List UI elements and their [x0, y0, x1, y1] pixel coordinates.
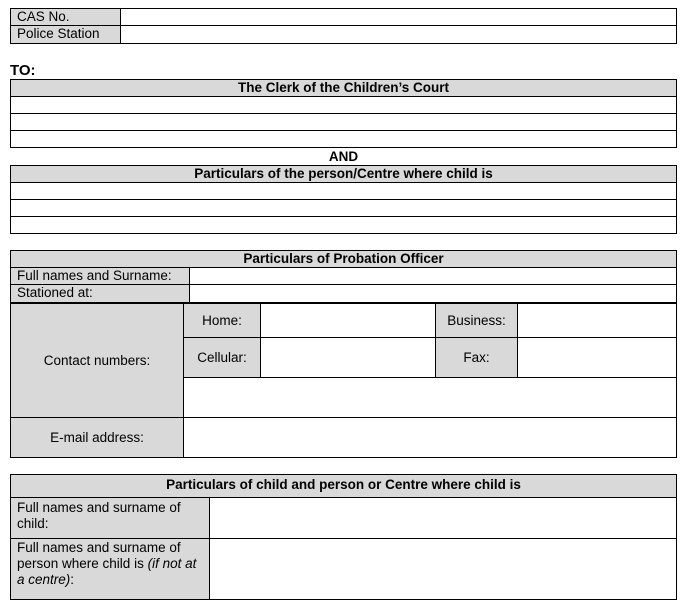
person-name-label-main: Full names and surname of person where child is — [17, 540, 181, 571]
stationed-at-label: Stationed at: — [17, 285, 93, 300]
fax-number-field[interactable] — [517, 337, 677, 378]
contact-numbers-label-cell — [10, 302, 184, 418]
police-station-field[interactable] — [120, 25, 677, 44]
fax-label: Fax: — [463, 350, 490, 365]
probation-full-names-label-cell — [10, 267, 190, 285]
child-name-field[interactable] — [209, 497, 677, 539]
person-name-label-colon: : — [70, 572, 75, 587]
cellular-label-cell — [183, 337, 261, 378]
cas-no-label: CAS No. — [17, 9, 70, 24]
business-label: Business: — [447, 313, 506, 328]
probation-full-names-field[interactable] — [189, 267, 677, 285]
child-name-label: Full names and surname of child: — [17, 500, 181, 531]
and-label: AND — [328, 149, 359, 164]
home-label: Home: — [202, 313, 242, 328]
clerk-line-3[interactable] — [10, 130, 677, 148]
person-centre-section-header: Particulars of the person/Centre where child is — [10, 165, 677, 183]
home-label-cell — [183, 302, 261, 338]
cellular-number-field[interactable] — [260, 337, 436, 378]
contact-numbers-label: Contact numbers: — [43, 353, 151, 368]
person-name-label-note: (if not at a centre) — [17, 556, 197, 587]
person-centre-line-2[interactable] — [10, 199, 677, 217]
clerk-section-header: The Clerk of the Children’s Court — [10, 79, 677, 97]
cas-no-field[interactable] — [120, 8, 677, 26]
fax-label-cell — [435, 337, 518, 378]
cas-no-label-cell — [10, 8, 121, 26]
police-station-label-cell — [10, 25, 121, 44]
clerk-line-2[interactable] — [10, 113, 677, 131]
person-centre-line-3[interactable] — [10, 216, 677, 234]
contact-numbers-extra-field[interactable] — [183, 377, 677, 418]
email-field[interactable] — [183, 417, 677, 458]
police-station-label: Police Station — [17, 26, 100, 41]
cellular-label: Cellular: — [197, 350, 247, 365]
stationed-at-field[interactable] — [189, 284, 677, 303]
child-name-label-cell — [10, 497, 210, 539]
person-name-field[interactable] — [209, 538, 677, 600]
home-number-field[interactable] — [260, 302, 436, 338]
probation-full-names-label: Full names and Surname: — [17, 268, 172, 283]
stationed-at-label-cell — [10, 284, 190, 303]
probation-officer-section-header: Particulars of Probation Officer — [10, 250, 677, 268]
person-name-label — [11, 539, 209, 592]
email-label-cell — [10, 417, 184, 458]
child-section-header: Particulars of child and person or Centre where child is — [10, 474, 677, 498]
clerk-line-1[interactable] — [10, 96, 677, 114]
business-number-field[interactable] — [517, 302, 677, 338]
person-name-label-cell — [10, 538, 210, 600]
business-label-cell — [435, 302, 518, 338]
email-label: E-mail address: — [50, 430, 144, 445]
person-centre-line-1[interactable] — [10, 182, 677, 200]
to-label: TO: — [10, 62, 36, 79]
